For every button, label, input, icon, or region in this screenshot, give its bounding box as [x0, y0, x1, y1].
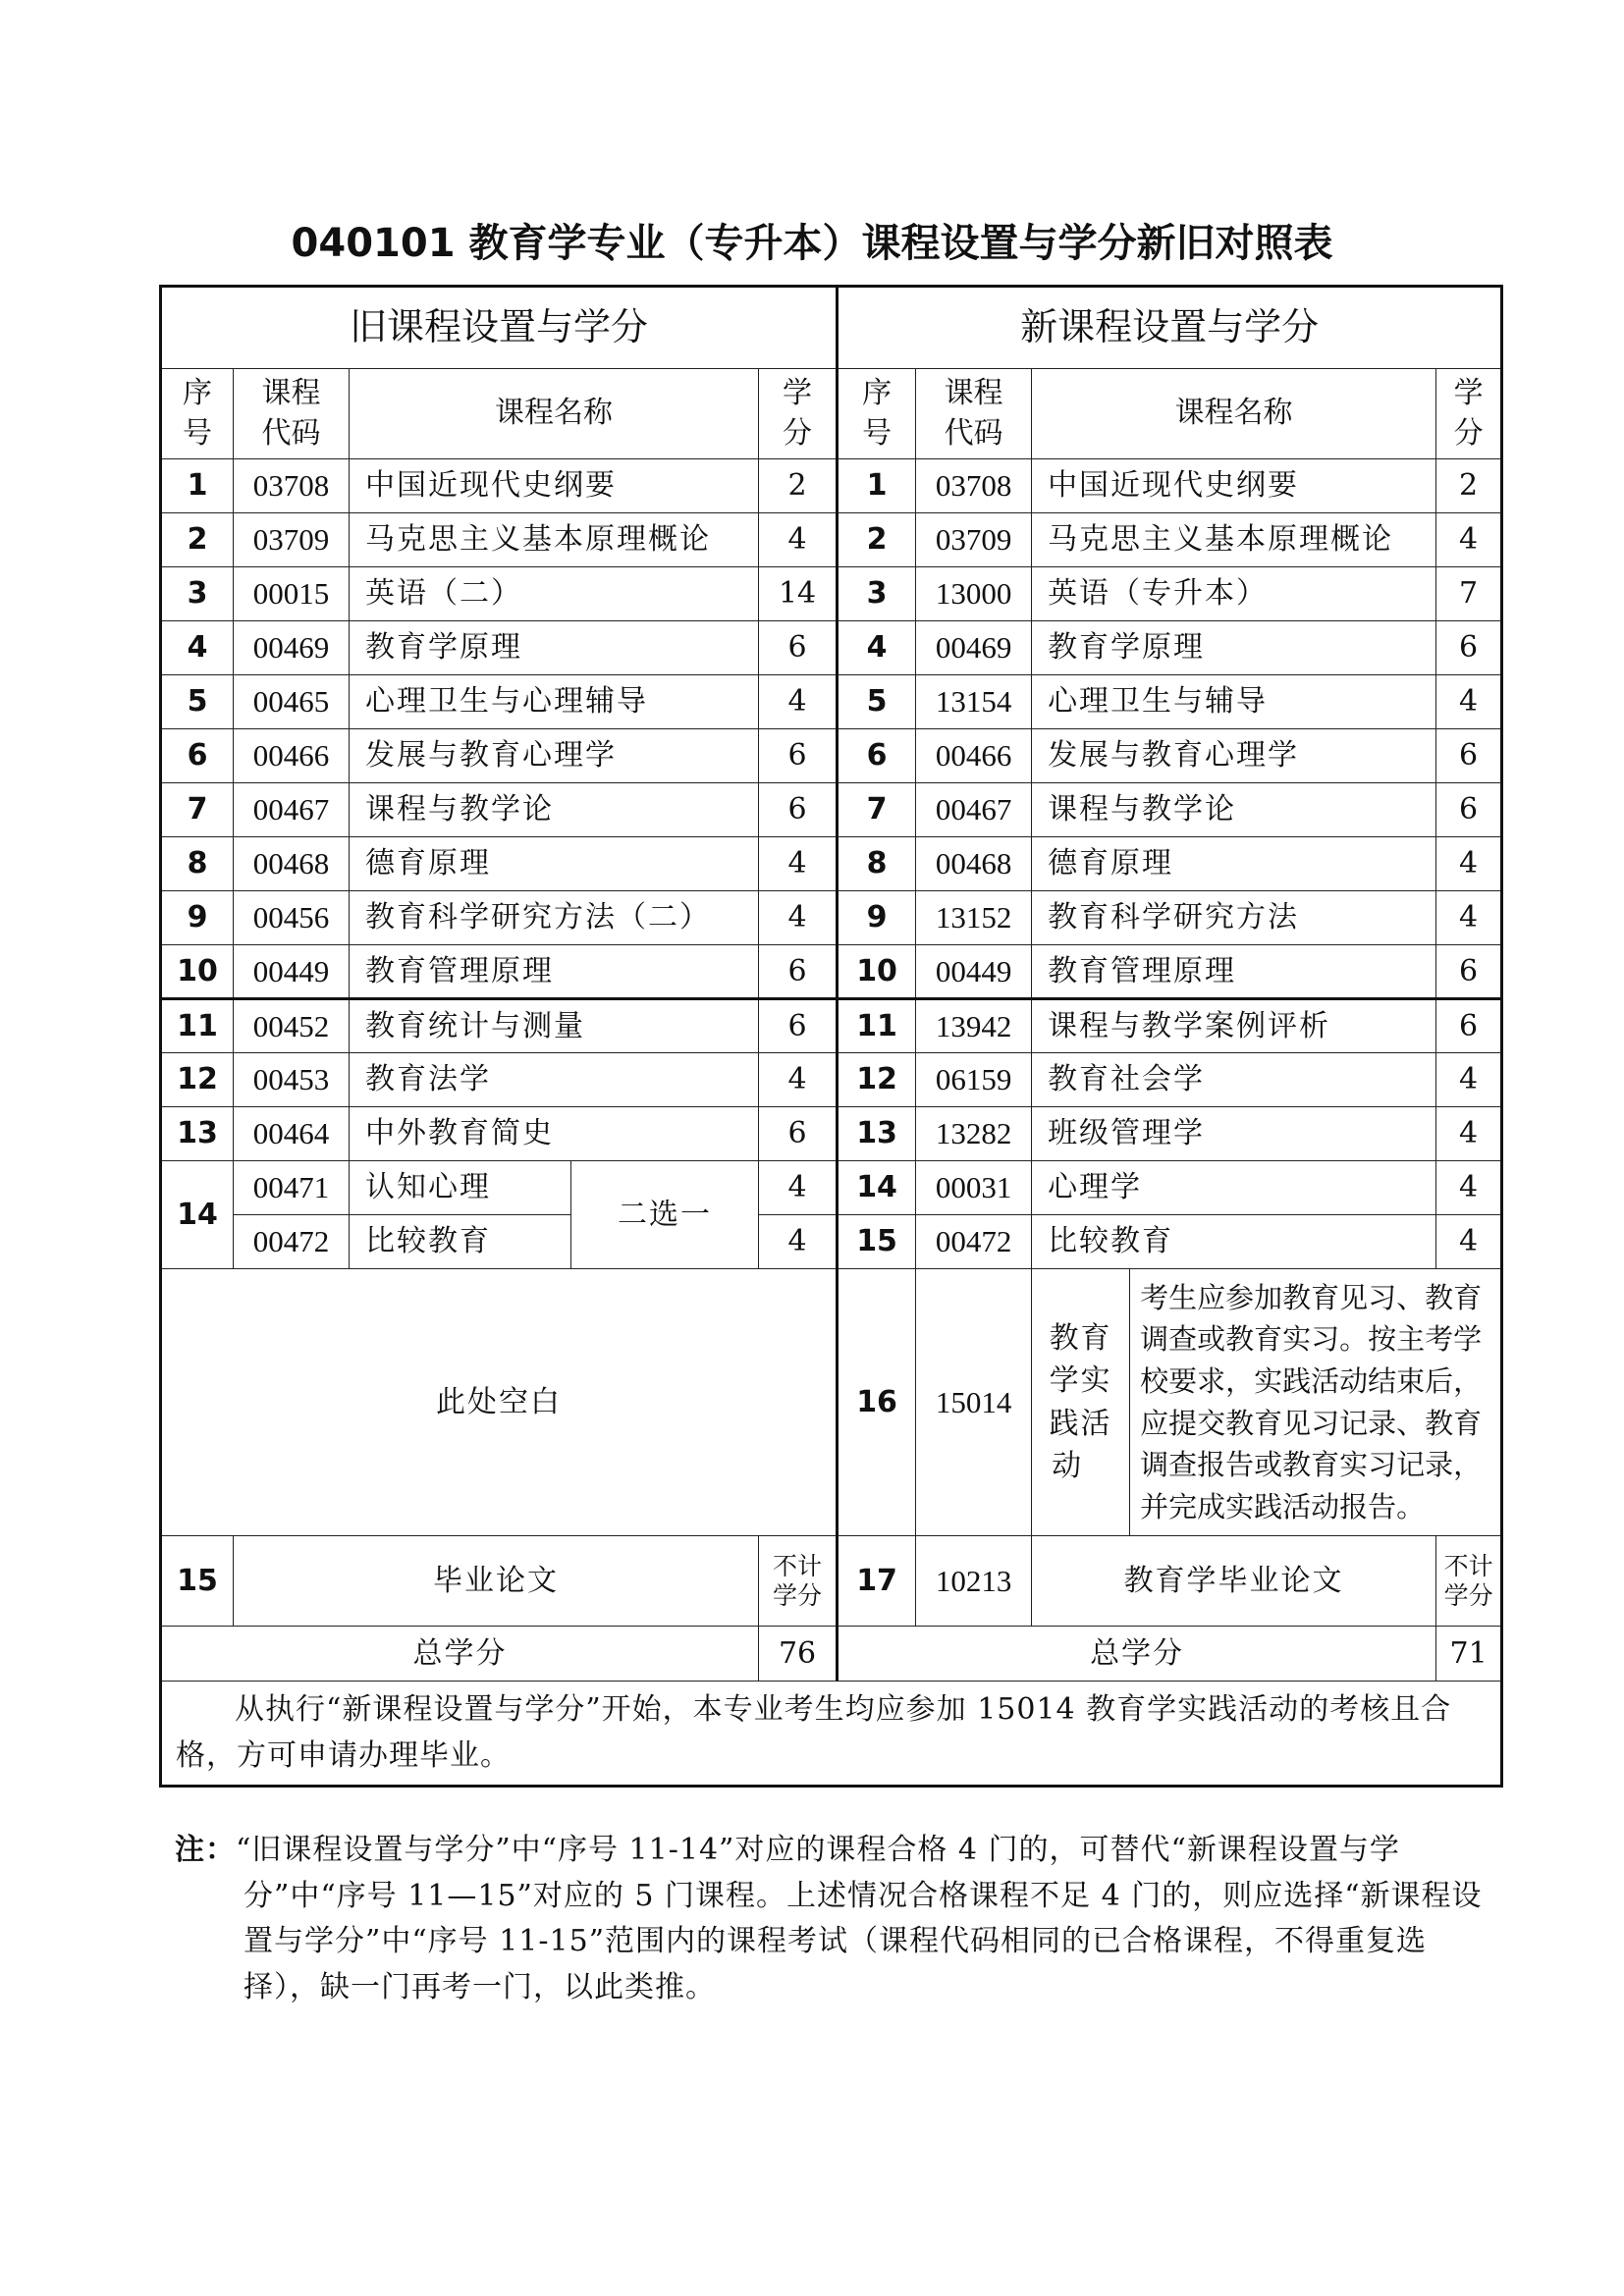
- old-name-cell: 教育统计与测量: [350, 999, 759, 1053]
- course-row: [161, 675, 1502, 729]
- new-code-cell: 13154: [916, 675, 1032, 729]
- new-code-cell: 13000: [916, 567, 1032, 621]
- blank-area: 此处空白: [161, 1269, 838, 1536]
- old-seq-cell: 12: [161, 1053, 234, 1107]
- old-seq-cell: 13: [161, 1107, 234, 1161]
- old-thesis-credit: [759, 1536, 838, 1627]
- old-credit-cell: 6: [759, 1107, 838, 1161]
- new-code-cell: 03708: [916, 459, 1032, 513]
- practice-title-line: 学实: [1049, 1363, 1112, 1398]
- old-name-cell: 德育原理: [350, 837, 759, 891]
- old-credit-cell: 6: [759, 999, 838, 1053]
- new-thesis-credit: [1436, 1536, 1502, 1627]
- practice-description-cell: [1130, 1269, 1502, 1536]
- practice-title-line: 教育: [1049, 1320, 1112, 1356]
- new-credit-cell: 4: [1436, 891, 1502, 945]
- old-seq-cell: 1: [161, 459, 234, 513]
- new-seq-cell: 5: [838, 675, 916, 729]
- old-credit-cell: 6: [759, 945, 838, 999]
- new-credit-cell: 6: [1436, 621, 1502, 675]
- old-code-cell: 00449: [234, 945, 350, 999]
- old-name-cell: 中外教育简史: [350, 1107, 759, 1161]
- old-name-cell: 中国近现代史纲要: [350, 459, 759, 513]
- old-seq-cell: 14: [161, 1161, 234, 1269]
- practice-title-line: 动: [1052, 1449, 1084, 1483]
- old-code-cell: 03708: [234, 459, 350, 513]
- old-seq-header: [161, 369, 234, 459]
- old-seq-cell: 6: [161, 729, 234, 783]
- new-credit-cell: 6: [1436, 783, 1502, 837]
- credit-line: 学分: [1443, 1580, 1493, 1610]
- old-credit-cell: 4: [759, 1215, 838, 1269]
- practice-desc-line: 调查报告或教育实习记录，: [1140, 1448, 1483, 1482]
- old-credit-cell: 4: [759, 837, 838, 891]
- old-name-cell: 英语（二）: [350, 567, 759, 621]
- new-code-cell: 03709: [916, 513, 1032, 567]
- course-row: [161, 945, 1502, 999]
- seq-header-text: 序号: [183, 376, 212, 451]
- old-total-label: 总学分: [161, 1627, 759, 1682]
- new-name-cell: 心理卫生与辅导: [1032, 675, 1436, 729]
- new-name-cell: 发展与教育心理学: [1032, 729, 1436, 783]
- seq-header-text: 序号: [862, 376, 893, 451]
- new-credit-cell: 6: [1436, 945, 1502, 999]
- new-thesis-seq: 17: [838, 1536, 916, 1627]
- old-seq-cell: 8: [161, 837, 234, 891]
- course-row: [161, 783, 1502, 837]
- new-name-cell: 课程与教学案例评析: [1032, 999, 1436, 1053]
- practice-desc-line: 考生应参加教育见习、教育: [1140, 1280, 1483, 1314]
- old-seq-cell: 7: [161, 783, 234, 837]
- course-row: [161, 513, 1502, 567]
- course-row: [161, 999, 1502, 1053]
- old-code-cell: 00467: [234, 783, 350, 837]
- old-name-cell: 比较教育: [350, 1215, 571, 1269]
- old-credit-header: [759, 369, 838, 459]
- page-title: 040101 教育学专业（专升本）课程设置与学分新旧对照表: [291, 221, 1333, 266]
- new-seq-cell: 4: [838, 621, 916, 675]
- old-code-cell: 00465: [234, 675, 350, 729]
- old-code-cell: 00471: [234, 1161, 350, 1215]
- new-name-cell: 马克思主义基本原理概论: [1032, 513, 1436, 567]
- new-credit-cell: 4: [1436, 513, 1502, 567]
- old-credit-cell: 4: [759, 1053, 838, 1107]
- new-seq-cell: 3: [838, 567, 916, 621]
- old-credit-cell: 6: [759, 783, 838, 837]
- old-total-value: 76: [759, 1627, 838, 1682]
- footer-statement: 从执行“新课程设置与学分”开始，本专业考生均应参加 15014 教育学实践活动的考核且合格，方可申请办理毕业。: [161, 1682, 1502, 1787]
- practice-seq-cell: 16: [838, 1269, 916, 1536]
- old-code-cell: 00015: [234, 567, 350, 621]
- old-credit-cell: 2: [759, 459, 838, 513]
- note-block: [175, 1828, 1490, 2010]
- new-code-cell: 00472: [916, 1215, 1032, 1269]
- old-thesis-name: 毕业论文: [234, 1536, 759, 1627]
- course-row: [161, 621, 1502, 675]
- new-code-cell: 00469: [916, 621, 1032, 675]
- new-code-cell: 00467: [916, 783, 1032, 837]
- choice-note: 二选一: [571, 1161, 759, 1269]
- new-thesis-code: 10213: [916, 1536, 1032, 1627]
- old-credit-cell: 6: [759, 621, 838, 675]
- old-credit-cell: 4: [759, 1161, 838, 1215]
- course-row: [161, 729, 1502, 783]
- credit-line: 不计: [773, 1551, 823, 1580]
- new-credit-header: [1436, 369, 1502, 459]
- new-credit-cell: 4: [1436, 1053, 1502, 1107]
- old-name-cell: 发展与教育心理学: [350, 729, 759, 783]
- new-credit-cell: 4: [1436, 1107, 1502, 1161]
- course-row: [161, 459, 1502, 513]
- old-name-cell: 心理卫生与心理辅导: [350, 675, 759, 729]
- new-code-cell: 06159: [916, 1053, 1032, 1107]
- course-row: [161, 1053, 1502, 1107]
- new-name-cell: 教育社会学: [1032, 1053, 1436, 1107]
- practice-code-cell: 15014: [916, 1269, 1032, 1536]
- new-seq-cell: 11: [838, 999, 916, 1053]
- old-seq-cell: 3: [161, 567, 234, 621]
- old-credit-cell: 4: [759, 675, 838, 729]
- old-name-cell: 教育管理原理: [350, 945, 759, 999]
- old-name-header: 课程名称: [350, 369, 759, 459]
- new-credit-cell: 6: [1436, 729, 1502, 783]
- new-total-label: 总学分: [838, 1627, 1436, 1682]
- old-name-cell: 马克思主义基本原理概论: [350, 513, 759, 567]
- new-seq-cell: 14: [838, 1161, 916, 1215]
- practice-desc-line: 调查或教育实习。按主考学: [1140, 1322, 1483, 1357]
- new-seq-cell: 7: [838, 783, 916, 837]
- old-code-cell: 03709: [234, 513, 350, 567]
- course-row: [161, 1107, 1502, 1161]
- old-code-cell: 00472: [234, 1215, 350, 1269]
- new-code-cell: 13282: [916, 1107, 1032, 1161]
- old-code-cell: 00468: [234, 837, 350, 891]
- code-header-text: 课程代码: [261, 376, 321, 451]
- new-seq-cell: 10: [838, 945, 916, 999]
- old-seq-cell: 11: [161, 999, 234, 1053]
- old-name-cell: 课程与教学论: [350, 783, 759, 837]
- note-lead: 注：: [175, 1833, 236, 1867]
- new-name-cell: 班级管理学: [1032, 1107, 1436, 1161]
- practice-desc-line: 校要求，实践活动结束后，: [1140, 1363, 1483, 1398]
- new-seq-cell: 15: [838, 1215, 916, 1269]
- course-comparison-table: [159, 285, 1503, 1788]
- new-name-cell: 教育管理原理: [1032, 945, 1436, 999]
- new-code-cell: 00468: [916, 837, 1032, 891]
- old-seq-cell: 9: [161, 891, 234, 945]
- old-code-cell: 00466: [234, 729, 350, 783]
- practice-desc-line: 应提交教育见习记录、教育: [1140, 1406, 1483, 1440]
- new-credit-cell: 6: [1436, 999, 1502, 1053]
- new-seq-cell: 12: [838, 1053, 916, 1107]
- new-seq-cell: 2: [838, 513, 916, 567]
- new-name-cell: 心理学: [1032, 1161, 1436, 1215]
- old-seq-cell: 5: [161, 675, 234, 729]
- new-name-cell: 课程与教学论: [1032, 783, 1436, 837]
- old-credit-cell: 4: [759, 513, 838, 567]
- credit-header-text: 学分: [1453, 376, 1484, 451]
- new-credit-cell: 7: [1436, 567, 1502, 621]
- new-name-header: 课程名称: [1032, 369, 1436, 459]
- old-code-header: [234, 369, 350, 459]
- new-code-header: [916, 369, 1032, 459]
- old-code-cell: 00453: [234, 1053, 350, 1107]
- new-seq-cell: 9: [838, 891, 916, 945]
- old-section-header: 旧课程设置与学分: [161, 287, 838, 369]
- credit-line: 不计: [1443, 1551, 1493, 1580]
- new-thesis-name: 教育学毕业论文: [1032, 1536, 1436, 1627]
- old-name-cell: 教育学原理: [350, 621, 759, 675]
- table-body: [161, 287, 1502, 1787]
- practice-title-line: 践活: [1049, 1406, 1112, 1441]
- new-code-cell: 13152: [916, 891, 1032, 945]
- new-name-cell: 英语（专升本）: [1032, 567, 1436, 621]
- old-code-cell: 00469: [234, 621, 350, 675]
- new-name-cell: 中国近现代史纲要: [1032, 459, 1436, 513]
- new-code-cell: 00031: [916, 1161, 1032, 1215]
- new-seq-cell: 6: [838, 729, 916, 783]
- old-code-cell: 00464: [234, 1107, 350, 1161]
- old-seq-cell: 2: [161, 513, 234, 567]
- note-body: [175, 1828, 1490, 2010]
- new-seq-header: [838, 369, 916, 459]
- new-code-cell: 00466: [916, 729, 1032, 783]
- new-seq-cell: 8: [838, 837, 916, 891]
- course-row: [161, 891, 1502, 945]
- code-header-text: 课程代码: [944, 376, 1003, 451]
- new-section-header: 新课程设置与学分: [838, 287, 1502, 369]
- new-credit-cell: 4: [1436, 837, 1502, 891]
- old-name-cell: 教育法学: [350, 1053, 759, 1107]
- practice-desc-line: 并完成实践活动报告。: [1140, 1489, 1426, 1523]
- old-code-cell: 00452: [234, 999, 350, 1053]
- course-row: [161, 837, 1502, 891]
- old-name-cell: 教育科学研究方法（二）: [350, 891, 759, 945]
- new-credit-cell: 2: [1436, 459, 1502, 513]
- new-code-cell: 13942: [916, 999, 1032, 1053]
- old-thesis-seq: 15: [161, 1536, 234, 1627]
- new-name-cell: 教育科学研究方法: [1032, 891, 1436, 945]
- new-code-cell: 00449: [916, 945, 1032, 999]
- old-credit-cell: 4: [759, 891, 838, 945]
- practice-title-cell: [1032, 1269, 1130, 1536]
- new-name-cell: 教育学原理: [1032, 621, 1436, 675]
- old-name-cell: 认知心理: [350, 1161, 571, 1215]
- credit-line: 学分: [773, 1580, 823, 1610]
- new-credit-cell: 4: [1436, 1215, 1502, 1269]
- new-seq-cell: 1: [838, 459, 916, 513]
- old-credit-cell: 6: [759, 729, 838, 783]
- new-name-cell: 比较教育: [1032, 1215, 1436, 1269]
- new-total-value: 71: [1436, 1627, 1502, 1682]
- new-name-cell: 德育原理: [1032, 837, 1436, 891]
- note-text: “旧课程设置与学分”中“序号 11-14”对应的课程合格 4 门的，可替代“新课程设置与学分”中“序号 11—15”对应的 5 门课程。上述情况合格课程不足 4 门的，则应选择“新课程设置与学分”中“序号 11-15”范围内的课程考试（课程代码相同的已合格课程，不得重复选择），缺一门再考一门，以此类推。: [236, 1833, 1483, 2004]
- new-credit-cell: 4: [1436, 1161, 1502, 1215]
- credit-header-text: 学分: [783, 376, 813, 451]
- old-code-cell: 00456: [234, 891, 350, 945]
- new-seq-cell: 13: [838, 1107, 916, 1161]
- old-seq-cell: 4: [161, 621, 234, 675]
- new-credit-cell: 4: [1436, 675, 1502, 729]
- old-seq-cell: 10: [161, 945, 234, 999]
- old-credit-cell: 14: [759, 567, 838, 621]
- course-row: [161, 567, 1502, 621]
